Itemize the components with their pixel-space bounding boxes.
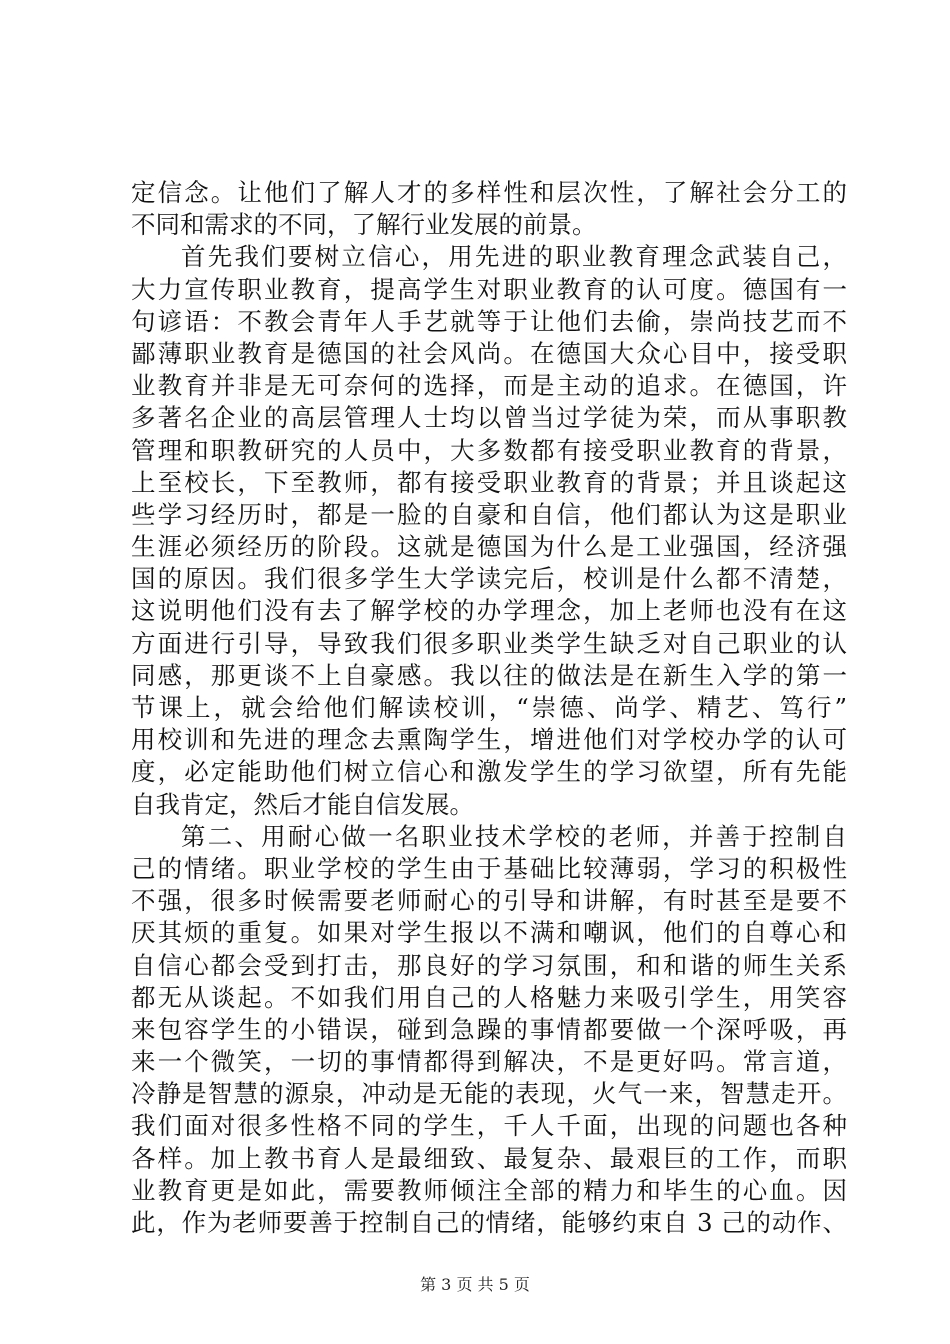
text-line: 业教育并非是无可奈何的选择，而是主动的追求。在德国，许 xyxy=(131,371,847,401)
text-line: 自我肯定，然后才能自信发展。 xyxy=(131,789,474,819)
text-line: 我们面对很多性格不同的学生，千人千面，出现的问题也各种 xyxy=(131,1111,847,1141)
text-line: 冷静是智慧的源泉，冲动是无能的表现，火气一来，智慧走开。 xyxy=(131,1079,847,1109)
text-line: 国的原因。我们很多学生大学读完后，校训是什么都不清楚， xyxy=(131,564,847,594)
text-line: 定信念。让他们了解人才的多样性和层次性，了解社会分工的 xyxy=(131,178,847,207)
text-line: 同感，那更谈不上自豪感。我以往的做法是在新生入学的第一 xyxy=(131,660,847,690)
text-line: 节课上，就会给他们解读校训，“崇德、尚学、精艺、笃行” xyxy=(131,693,847,722)
text-line: 生涯必须经历的阶段。这就是德国为什么是工业强国，经济强 xyxy=(131,532,847,562)
text-line: 来包容学生的小错误，碰到急躁的事情都要做一个深呼吸，再 xyxy=(131,1014,847,1044)
text-line: 不强，很多时候需要老师耐心的引导和讲解，有时甚至是要不 xyxy=(131,886,847,916)
text-line: 方面进行引导，导致我们很多职业类学生缺乏对自己职业的认 xyxy=(131,628,847,658)
text-line: 厌其烦的重复。如果对学生报以不满和嘲讽，他们的自尊心和 xyxy=(131,918,847,948)
text-line: 首先我们要树立信心，用先进的职业教育理念武装自己， xyxy=(181,242,847,272)
text-line: 都无从谈起。不如我们用自己的人格魅力来吸引学生，用笑容 xyxy=(131,982,847,1012)
text-line: 来一个微笑，一切的事情都得到解决，不是更好吗。常言道， xyxy=(131,1047,847,1077)
text-line: 业教育更是如此，需要教师倾注全部的精力和毕生的心血。因 xyxy=(131,1175,847,1205)
text-line: 鄙薄职业教育是德国的社会风尚。在德国大众心目中，接受职 xyxy=(131,338,847,368)
text-line: 各样。加上教书育人是最细致、最复杂、最艰巨的工作，而职 xyxy=(131,1143,847,1173)
text-line: 多著名企业的高层管理人士均以曾当过学徒为荣，而从事职教 xyxy=(131,403,847,433)
text-line: 些学习经历时，都是一脸的自豪和自信，他们都认为这是职业 xyxy=(131,499,847,529)
text-line: 度，必定能助他们树立信心和激发学生的学习欲望，所有先能 xyxy=(131,757,847,787)
text-line: 用校训和先进的理念去熏陶学生，增进他们对学校办学的认可 xyxy=(131,725,847,755)
text-line: 上至校长，下至教师，都有接受职业教育的背景；并且谈起这 xyxy=(131,467,847,497)
text-line: 自信心都会受到打击，那良好的学习氛围，和和谐的师生关系 xyxy=(131,950,847,980)
page-footer: 第 3 页 共 5 页 xyxy=(420,1275,530,1294)
text-line: 第二、用耐心做一名职业技术学校的老师，并善于控制自 xyxy=(181,821,847,851)
text-line: 管理和职教研究的人员中，大多数都有接受职业教育的背景， xyxy=(131,435,847,465)
document-body xyxy=(131,177,847,1239)
text-line: 大力宣传职业教育，提高学生对职业教育的认可度。德国有一 xyxy=(131,274,847,304)
text-line: 不同和需求的不同，了解行业发展的前景。 xyxy=(131,210,597,240)
text-line: 句谚语：不教会青年人手艺就等于让他们去偷，崇尚技艺而不 xyxy=(131,306,847,336)
text-line: 己的情绪。职业学校的学生由于基础比较薄弱，学习的积极性 xyxy=(131,853,847,883)
text-line: 这说明他们没有去了解学校的办学理念，加上老师也没有在这 xyxy=(131,596,847,626)
text-line: 此，作为老师要善于控制自己的情绪，能够约束自 3 己的动作、 xyxy=(131,1208,847,1237)
